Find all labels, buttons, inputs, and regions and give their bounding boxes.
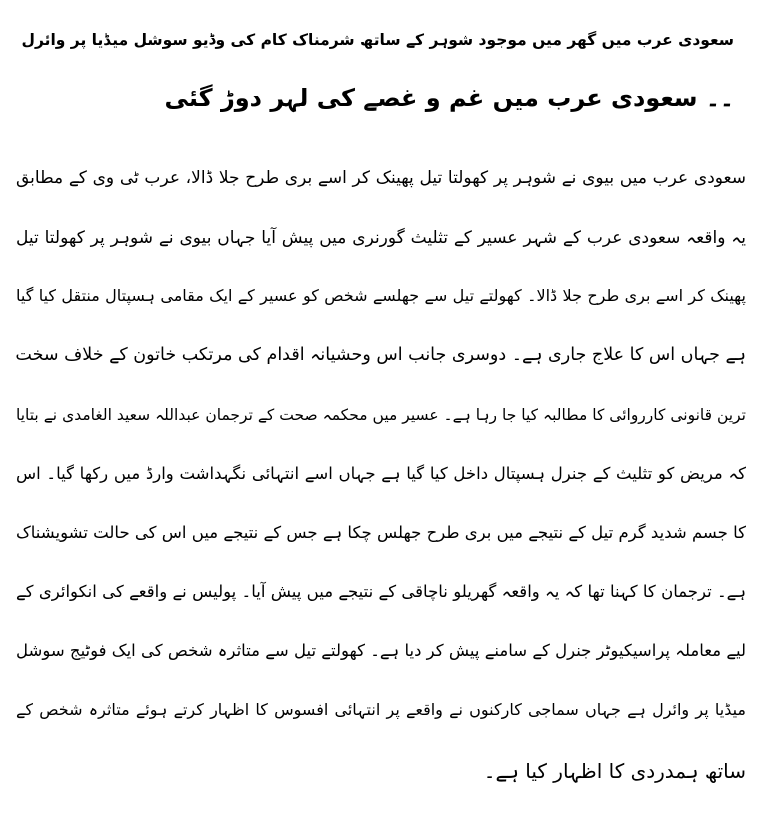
body-line-3: پھینک کر اسے بری طرح جلا ڈالا۔ کھولتے تیل سے جھلسے شخص کو عسیر کے ایک مقامی ہسپتال منتقل کیا گیا	[16, 286, 746, 305]
body-line-4: ہے جہاں اس کا علاج جاری ہے۔ دوسری جانب اس وحشیانہ اقدام کی مرتکب خاتون کے خلاف سخت	[15, 345, 746, 365]
headline-line-2: ۔۔ سعودی عرب میں غم و غصے کی لہر دوڑ گئی	[164, 84, 734, 112]
body-line-1: سعودی عرب میں بیوی نے شوہر پر کھولتا تیل پھینک کر اسے بری طرح جلا ڈالا، عرب ٹی وی کے مطابق	[16, 168, 746, 188]
body-line-9: لیے معاملہ پراسیکیوٹر جنرل کے سامنے پیش کر دیا ہے۔ کھولتے تیل سے متاثرہ شخص کی ایک فوٹیج سوشل	[16, 641, 746, 660]
body-line-7: کا جسم شدید گرم تیل کے نتیجے میں بری طرح جھلس چکا ہے جس کے نتیجے میں اس کی حالت تشویشناک	[16, 523, 746, 542]
headline-line-1: سعودی عرب میں گھر میں موجود شوہر کے ساتھ شرمناک کام کی وڈیو سوشل میڈیا پر وائرل	[21, 31, 734, 49]
body-line-6: کہ مریض کو تثلیث کے جنرل ہسپتال داخل کیا گیا ہے جہاں اسے انتہائی نگہداشت وارڈ میں رکھا گیا۔ اس	[16, 464, 746, 483]
body-line-2: یہ واقعہ سعودی عرب کے شہر عسیر کے تثلیث گورنری میں پیش آیا جہاں بیوی نے شوہر پر کھولتا تیل	[16, 228, 746, 248]
body-line-11: ساتھ ہمدردی کا اظہار کیا ہے۔	[483, 759, 746, 783]
body-line-8: ہے۔ ترجمان کا کہنا تھا کہ یہ واقعہ گھریلو ناچاقی کے نتیجے میں پیش آیا۔ پولیس نے واقعے کی انکوائری کے	[16, 582, 746, 601]
body-line-10: میڈیا پر وائرل ہے جہاں سماجی کارکنوں نے واقعے پر انتہائی افسوس کا اظہار کرتے ہوئے متاثرہ شخص کے	[16, 700, 746, 719]
body-line-5: ترین قانونی کارروائی کا مطالبہ کیا جا رہا ہے۔ عسیر میں محکمہ صحت کے ترجمان عبداللہ سعید الغامدی نے بتایا	[16, 406, 746, 424]
